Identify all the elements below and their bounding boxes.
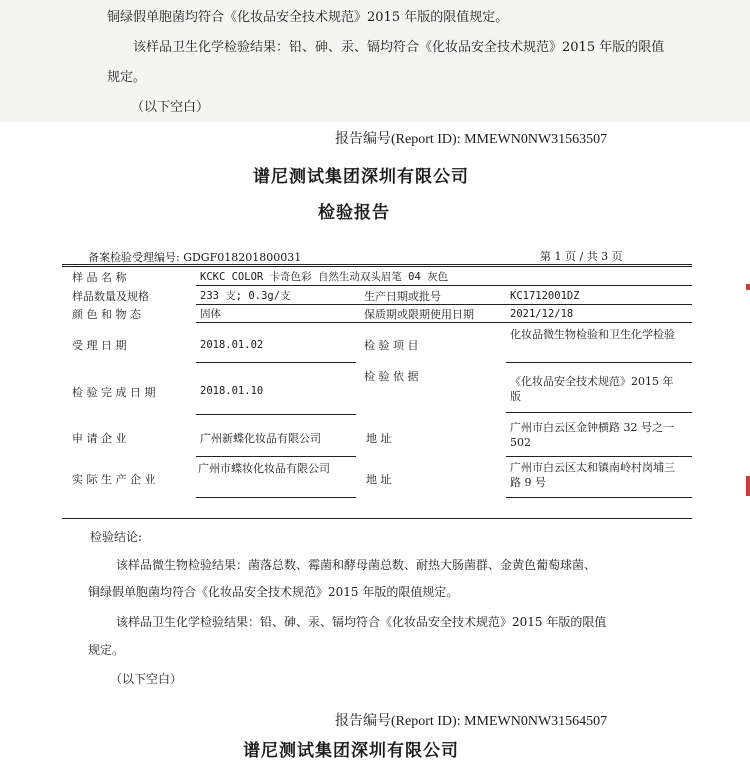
table-bottom-rule — [62, 518, 692, 519]
row-rule — [196, 414, 356, 415]
sample-name-label: 样 品 名 称 — [72, 271, 127, 284]
row-rule — [506, 362, 692, 363]
conclusion-micro-line-2: 铜绿假单胞菌均符合《化妆品安全技术规范》2015 年版的限值规定。 — [88, 585, 459, 599]
report-id: 报告编号(Report ID): MMEWN0NW31563507 — [335, 132, 608, 147]
row-rule — [196, 362, 356, 363]
row-rule — [196, 456, 356, 457]
report-title: 检验报告 — [318, 203, 390, 223]
row-rule — [196, 497, 356, 498]
expiry-value: 2021/12/18 — [510, 308, 574, 320]
batch-label: 生产日期或批号 — [364, 290, 441, 303]
table-top-rule-2 — [62, 266, 692, 267]
quantity-value: 233 支; 0.3g/支 — [200, 290, 291, 302]
row-rule — [506, 412, 692, 413]
complete-date-label: 检 验 完 成 日 期 — [72, 386, 156, 399]
row-rule — [196, 304, 692, 305]
prev-chem-result-line: 该样品卫生化学检验结果：铅、砷、汞、镉均符合《化妆品安全技术规范》2015 年版的限值 — [133, 40, 665, 55]
conclusion-micro-line: 该样品微生物检验结果：菌落总数、霉菌和酵母菌总数、耐热大肠菌群、金黄色葡萄球菌、 — [116, 558, 597, 572]
red-edge-mark — [746, 284, 750, 290]
record-number: 备案检验受理编号: GDGF018201800031 — [88, 251, 302, 264]
sample-name-value: KCKC COLOR 卡奇色彩 自然生动双头眉笔 04 灰色 — [200, 271, 449, 283]
applicant-address-label: 地 址 — [366, 432, 392, 445]
batch-value: KC1712001DZ — [510, 290, 580, 302]
prev-blank-note: （以下空白） — [131, 100, 210, 115]
prev-micro-result-line: 铜绿假单胞菌均符合《化妆品安全技术规范》2015 年版的限值规定。 — [107, 10, 509, 25]
row-rule — [506, 497, 692, 498]
applicant-value: 广州新蝶化妆品有限公司 — [200, 432, 321, 445]
producer-label: 实 际 生 产 企 业 — [72, 473, 156, 486]
accept-date-value: 2018.01.02 — [200, 339, 264, 351]
conclusion-chem-line: 该样品卫生化学检验结果：铅、砷、汞、镉均符合《化妆品安全技术规范》2015 年版的限值 — [116, 615, 607, 629]
next-report-id: 报告编号(Report ID): MMEWN0NW31564507 — [335, 714, 608, 729]
color-state-value: 固体 — [200, 308, 221, 320]
expiry-label: 保质期或限期使用日期 — [364, 308, 474, 321]
page-number: 第 1 页 / 共 3 页 — [540, 250, 623, 263]
quantity-label: 样品数量及规格 — [72, 290, 149, 303]
test-basis-value: 《化妆品安全技术规范》2015 年版 — [510, 375, 674, 403]
producer-value: 广州市蝶妆化妆品有限公司 — [198, 462, 330, 475]
company-name: 谱尼测试集团深圳有限公司 — [253, 167, 469, 187]
conclusion-blank-note: （以下空白） — [110, 672, 183, 686]
conclusion-heading: 检验结论: — [90, 530, 143, 544]
complete-date-value: 2018.01.10 — [200, 385, 264, 397]
row-rule — [196, 285, 692, 286]
table-top-rule — [62, 264, 692, 265]
producer-address-value: 广州市白云区太和镇南岭村岗埔三路 9 号 — [510, 461, 675, 489]
row-rule — [506, 456, 692, 457]
applicant-label: 申 请 企 业 — [72, 432, 127, 445]
accept-date-label: 受 理 日 期 — [72, 339, 127, 352]
next-company-name: 谱尼测试集团深圳有限公司 — [243, 741, 459, 761]
test-item-value: 化妆品微生物检验和卫生化学检验 — [510, 328, 675, 341]
test-basis-label: 检 验 依 据 — [364, 370, 419, 383]
applicant-address-value: 广州市白云区金钟横路 32 号之一 502 — [510, 421, 674, 449]
color-state-label: 颜 色 和 物 态 — [72, 308, 141, 321]
producer-address-label: 地 址 — [366, 473, 392, 486]
red-edge-mark — [746, 476, 750, 496]
prev-chem-result-line-2: 规定。 — [107, 70, 147, 85]
row-rule — [196, 322, 692, 323]
test-item-label: 检 验 项 目 — [364, 339, 419, 352]
conclusion-chem-line-2: 规定。 — [88, 643, 125, 657]
